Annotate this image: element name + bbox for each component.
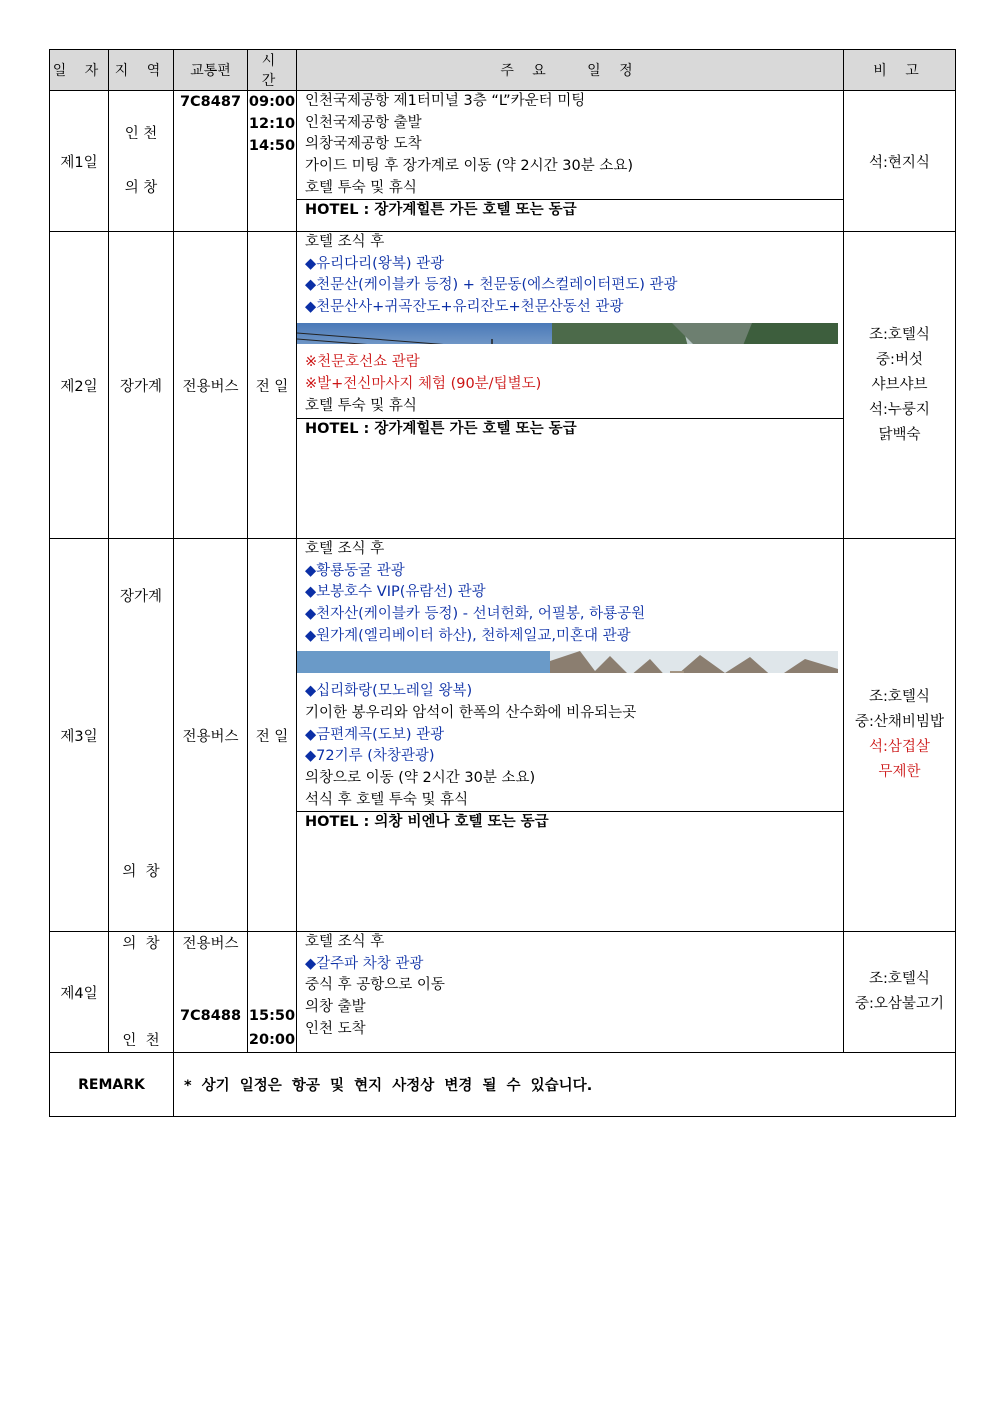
schedule-line: 호텔 조식 후 (305, 541, 385, 557)
day2-time: 전 일 (248, 232, 297, 539)
flight-number: 7C8487 (179, 94, 242, 110)
meal-line: 중:오삼불고기 (855, 996, 944, 1012)
schedule-line: ◆금편계곡(도보) 관광 (305, 726, 445, 743)
day1-row (50, 91, 956, 232)
schedule-line: 가이드 미팅 후 장가계로 이동 (약 2시간 30분 소요) (305, 158, 633, 175)
meal-line: 샤브샤브 (871, 376, 928, 393)
region-line: 의 창 (124, 180, 158, 196)
day3-photos (297, 651, 843, 673)
heavens-gate-photo (552, 323, 838, 345)
meal-line: 중:버섯 (876, 351, 923, 368)
day1-schedule (297, 91, 844, 232)
meal-line: 무제한 (878, 764, 921, 780)
schedule-line: 인천국제공항 출발 (305, 114, 422, 131)
day1-note: 석:현지식 (844, 91, 956, 232)
region-line: 장가계 (119, 589, 163, 605)
schedule-line: 의창으로 이동 (약 2시간 30분 소요) (305, 769, 536, 786)
hotel-line: HOTEL : 장가계힐튼 가든 호텔 또는 동급 (297, 418, 843, 441)
day3-region (109, 539, 174, 932)
header-transport: 교통편 (174, 50, 248, 91)
day2-transport: 전용버스 (174, 232, 248, 539)
day3-schedule (297, 539, 844, 932)
day2-note (844, 232, 956, 539)
time-line: 09:00 (248, 94, 296, 110)
flight-number: 7C8488 (179, 1008, 242, 1024)
time-line: 14:50 (248, 138, 296, 154)
schedule-line: ◆십리화랑(모노레일 왕복) (305, 683, 473, 700)
schedule-line: 의창 출발 (305, 999, 366, 1016)
meal-line: 조:호텔식 (869, 971, 930, 987)
time-line: 12:10 (248, 116, 296, 132)
day4-note (844, 932, 956, 1053)
schedule-line: ◆보봉호수 VIP(유람선) 관광 (305, 584, 486, 601)
day3-time: 전 일 (248, 539, 297, 932)
schedule-line: 호텔 투숙 및 휴식 (305, 397, 417, 414)
meal-line: 닭백숙 (878, 426, 921, 443)
schedule-line: ◆천문산사+귀곡잔도+유리잔도+천문산동선 관광 (305, 299, 624, 316)
region-line: 의 창 (122, 936, 160, 952)
schedule-line: ◆천문산(케이블카 등정) + 천문동(에스컬레이터편도) 관광 (305, 277, 678, 294)
meal-line: 중:산채비빔밥 (855, 714, 944, 730)
itinerary-table (49, 49, 956, 1117)
meal-line: 조:호텔식 (869, 326, 930, 343)
remark-row (50, 1053, 956, 1117)
day4-time (248, 932, 297, 1053)
day4-transport (174, 932, 248, 1053)
day2-region: 장가계 (109, 232, 174, 539)
cable-car-photo (297, 323, 552, 345)
remark-text: * 상기 일정은 항공 및 현지 사정상 변경 될 수 있습니다. (174, 1053, 956, 1117)
schedule-line: 호텔 투숙 및 휴식 (305, 179, 417, 196)
schedule-line: ◆원가계(엘리베이터 하산), 천하제일교,미혼대 관광 (305, 627, 631, 644)
day4-region (109, 932, 174, 1053)
header-schedule: 주 요 일 정 (297, 50, 844, 91)
header-row (50, 50, 956, 91)
day1-transport (174, 91, 248, 232)
schedule-line: ◆천자산(케이블카 등정) - 선녀헌화, 어필봉, 하룡공원 (305, 606, 646, 623)
schedule-line: 인천 도착 (305, 1020, 366, 1037)
meal-line: 조:호텔식 (869, 689, 930, 705)
transport-line: 전용버스 (182, 936, 239, 952)
pillar-peaks-photo (550, 651, 838, 673)
day1-label: 제1일 (50, 91, 109, 232)
day2-schedule (297, 232, 844, 539)
day3-transport: 전용버스 (174, 539, 248, 932)
time-line: 20:00 (248, 1032, 296, 1048)
day4-row (50, 932, 956, 1053)
schedule-line: 인천국제공항 제1터미널 3층 “L”카운터 미팅 (305, 93, 586, 109)
schedule-line: ◆72기루 (차창관광) (305, 748, 435, 765)
schedule-line: 호텔 조식 후 (305, 234, 385, 250)
region-line: 인 천 (124, 126, 158, 142)
day3-row (50, 539, 956, 932)
schedule-line: 호텔 조식 후 (305, 934, 385, 950)
day2-row (50, 232, 956, 539)
header-region: 지 역 (109, 50, 174, 91)
schedule-line: ◆갈주파 차창 관광 (305, 955, 424, 972)
schedule-line: 의창국제공항 도착 (305, 136, 422, 153)
day3-label: 제3일 (50, 539, 109, 932)
hotel-line: HOTEL : 의창 비엔나 호텔 또는 동급 (297, 811, 843, 834)
day3-note (844, 539, 956, 932)
hotel-line: HOTEL : 장가계힐튼 가든 호텔 또는 동급 (297, 199, 843, 222)
schedule-line: 중식 후 공항으로 이동 (305, 977, 445, 994)
day1-region (109, 91, 174, 232)
meal-line: 석:삼겹살 (869, 739, 930, 755)
header-time: 시 간 (248, 50, 297, 91)
schedule-line: 석식 후 호텔 투숙 및 휴식 (305, 791, 469, 808)
mist-peaks-photo (297, 651, 550, 673)
schedule-line: ◆황룡동굴 관광 (305, 562, 405, 579)
schedule-line: 기이한 봉우리와 암석이 한폭의 산수화에 비유되는곳 (305, 704, 637, 721)
day2-photos (297, 323, 843, 345)
day4-label: 제4일 (50, 932, 109, 1053)
schedule-line: ※천문호선쇼 관람 (305, 354, 420, 371)
header-day: 일 자 (50, 50, 109, 91)
schedule-line: ◆유리다리(왕복) 관광 (305, 255, 445, 272)
day4-schedule (297, 932, 844, 1053)
remark-label: REMARK (50, 1053, 174, 1117)
day2-label: 제2일 (50, 232, 109, 539)
meal-line: 석:누룽지 (869, 401, 930, 418)
time-line: 15:50 (248, 1008, 296, 1024)
region-line: 의 창 (122, 864, 160, 880)
header-note: 비 고 (844, 50, 956, 91)
day1-time (248, 91, 297, 232)
region-line: 인 천 (122, 1033, 160, 1049)
schedule-line: ※발+전신마사지 체험 (90분/팁별도) (305, 376, 542, 393)
